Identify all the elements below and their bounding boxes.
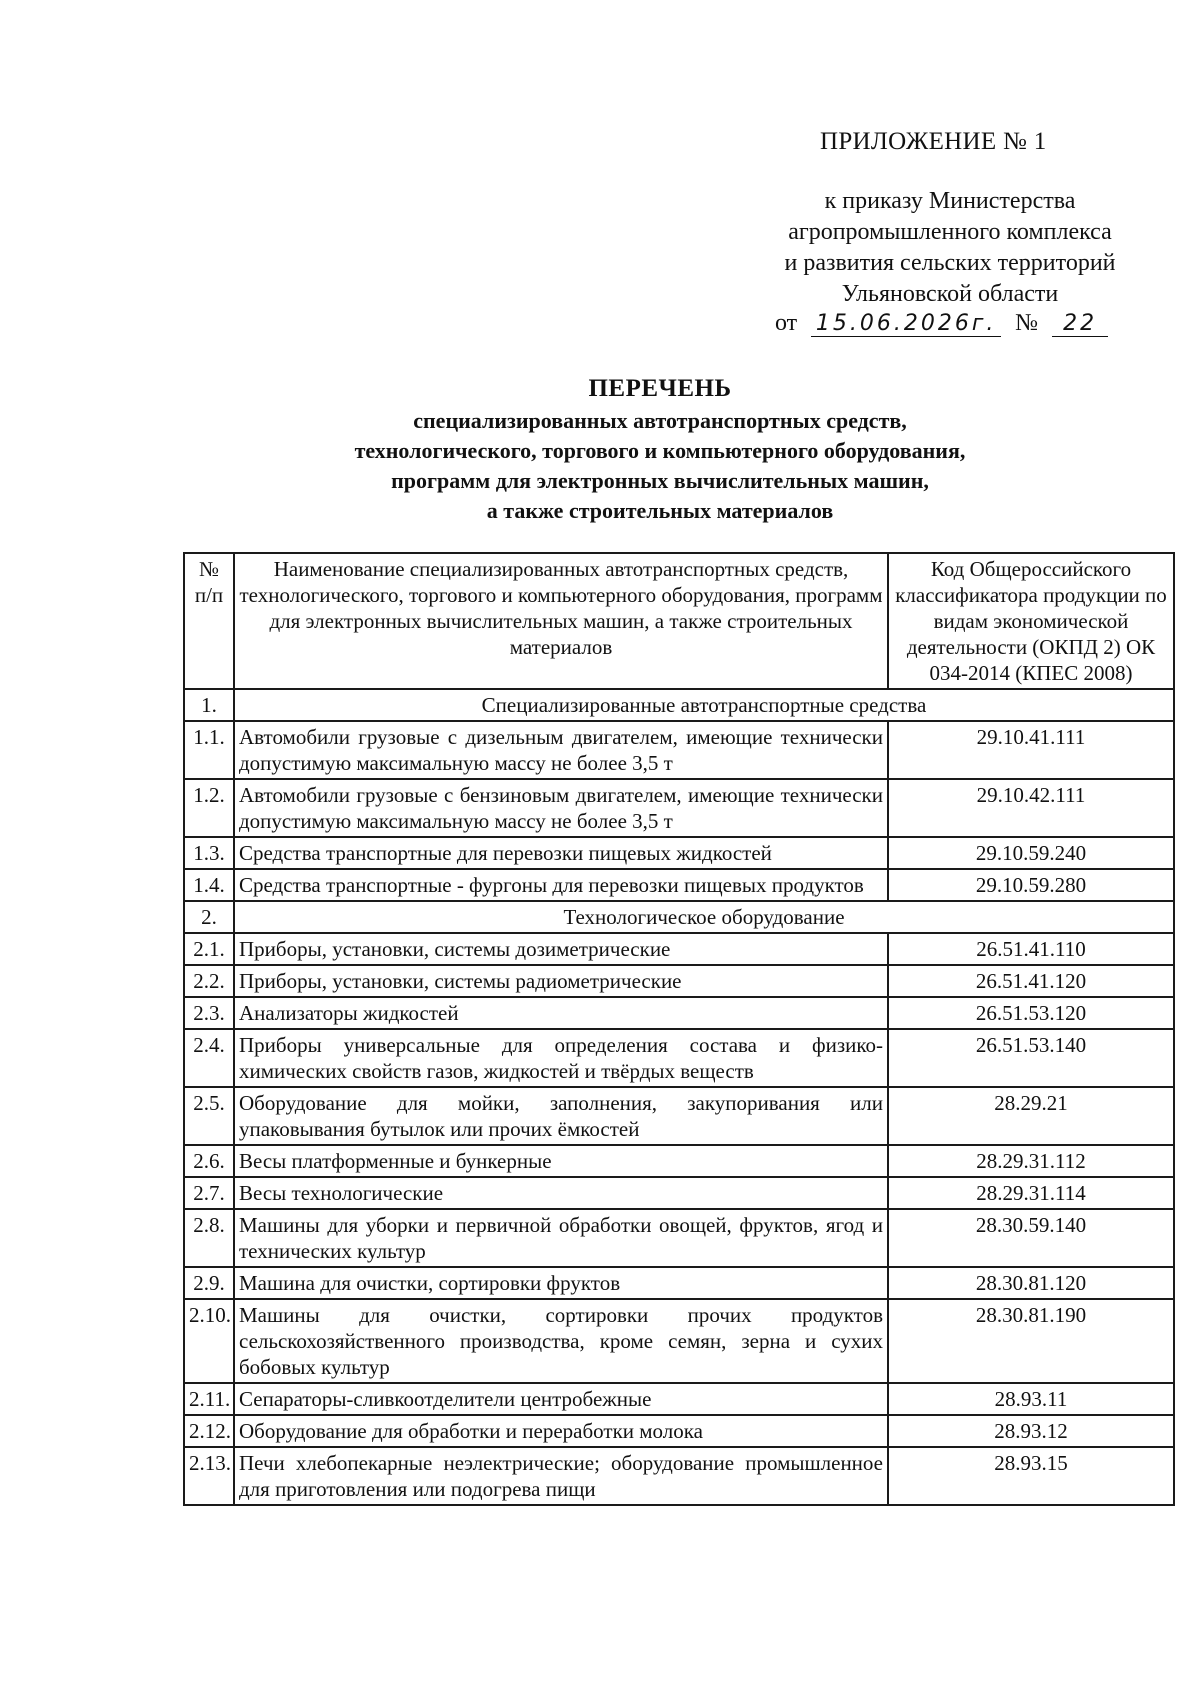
item-name: Автомобили грузовые с бензиновым двигателем, имеющие технически допустимую максимальную массу не более 3,5 т xyxy=(234,779,888,837)
row-number: 2.11. xyxy=(184,1383,234,1415)
table-row xyxy=(184,933,1174,965)
item-name: Приборы, установки, системы дозиметрические xyxy=(234,933,888,965)
date-prefix: от xyxy=(775,310,798,336)
row-number: 2.9. xyxy=(184,1267,234,1299)
row-number: 1.2. xyxy=(184,779,234,837)
okpd-code: 29.10.59.240 xyxy=(888,837,1174,869)
item-name: Анализаторы жидкостей xyxy=(234,997,888,1029)
item-name: Средства транспортные для перевозки пищевых жидкостей xyxy=(234,837,888,869)
table-row xyxy=(184,1087,1174,1145)
item-name: Печи хлебопекарные неэлектрические; оборудование промышленное для приготовления или подогрева пищи xyxy=(234,1447,888,1505)
item-name: Оборудование для обработки и переработки молока xyxy=(234,1415,888,1447)
section-row xyxy=(184,901,1174,933)
title-heading: ПЕРЕЧЕНЬ xyxy=(588,375,732,402)
okpd-code: 26.51.41.120 xyxy=(888,965,1174,997)
okpd-code: 28.93.12 xyxy=(888,1415,1174,1447)
okpd-code: 28.29.31.114 xyxy=(888,1177,1174,1209)
row-number: 2.7. xyxy=(184,1177,234,1209)
subtitle-line: технологического, торгового и компьютерного оборудования, xyxy=(354,438,966,463)
okpd-code: 28.30.81.190 xyxy=(888,1299,1174,1383)
table-row xyxy=(184,1447,1174,1505)
section-row xyxy=(184,689,1174,721)
table-row xyxy=(184,1209,1174,1267)
item-name: Весы технологические xyxy=(234,1177,888,1209)
row-number: 2.6. xyxy=(184,1145,234,1177)
row-number: 2.4. xyxy=(184,1029,234,1087)
table-row xyxy=(184,1029,1174,1087)
table-row xyxy=(184,965,1174,997)
okpd-code: 28.29.31.112 xyxy=(888,1145,1174,1177)
item-name: Оборудование для мойки, заполнения, закупоривания или упаковывания бутылок или прочих ёмкостей xyxy=(234,1087,888,1145)
order-line: Ульяновской области xyxy=(841,281,1059,307)
row-number: 1.1. xyxy=(184,721,234,779)
item-name: Приборы универсальные для определения состава и физико-химических свойств газов, жидкостей и твёрдых веществ xyxy=(234,1029,888,1087)
okpd-code: 28.30.59.140 xyxy=(888,1209,1174,1267)
item-name: Приборы, установки, системы радиометрические xyxy=(234,965,888,997)
item-name: Автомобили грузовые с дизельным двигателем, имеющие технически допустимую максимальную массу не более 3,5 т xyxy=(234,721,888,779)
table-row xyxy=(184,869,1174,901)
item-name: Машина для очистки, сортировки фруктов xyxy=(234,1267,888,1299)
okpd-code: 29.10.59.280 xyxy=(888,869,1174,901)
handwritten-number: 22 xyxy=(1052,312,1108,337)
okpd-code: 28.30.81.120 xyxy=(888,1267,1174,1299)
okpd-code: 29.10.42.111 xyxy=(888,779,1174,837)
order-line: и развития сельских территорий xyxy=(784,250,1116,276)
header-num: № п/п xyxy=(184,553,234,689)
order-line: к приказу Министерства xyxy=(824,188,1076,214)
table-row xyxy=(184,1145,1174,1177)
subtitle-line: специализированных автотранспортных средств, xyxy=(413,408,907,433)
table-row xyxy=(184,779,1174,837)
row-number: 2.3. xyxy=(184,997,234,1029)
item-name: Весы платформенные и бункерные xyxy=(234,1145,888,1177)
okpd-code: 28.93.15 xyxy=(888,1447,1174,1505)
header-code: Код Общероссийского классификатора продукции по видам экономической деятельности (ОКПД 2) ОК 034-2014 (КПЕС 2008) xyxy=(888,553,1174,689)
table-row xyxy=(184,1299,1174,1383)
table-row xyxy=(184,1383,1174,1415)
item-name: Машины для уборки и первичной обработки овощей, фруктов, ягод и технических культур xyxy=(234,1209,888,1267)
number-prefix: № xyxy=(1015,310,1039,336)
row-number: 2.2. xyxy=(184,965,234,997)
row-number: 2. xyxy=(184,901,234,933)
document-title xyxy=(180,372,1140,526)
header-name: Наименование специализированных автотранспортных средств, технологического, торгового и компьютерного оборудования, программ для электронных вычислительных машин, а также строительных материалов xyxy=(234,553,888,689)
table-row xyxy=(184,1415,1174,1447)
okpd-code: 28.29.21 xyxy=(888,1087,1174,1145)
okpd-code: 26.51.53.120 xyxy=(888,997,1174,1029)
appendix-label: ПРИЛОЖЕНИЕ № 1 xyxy=(820,128,1047,155)
row-number: 2.8. xyxy=(184,1209,234,1267)
row-number: 1.4. xyxy=(184,869,234,901)
table-row xyxy=(184,1267,1174,1299)
table-row xyxy=(184,721,1174,779)
okpd-code: 28.93.11 xyxy=(888,1383,1174,1415)
table-header-row xyxy=(184,553,1174,689)
table-body xyxy=(184,689,1174,1505)
item-name: Машины для очистки, сортировки прочих продуктов сельскохозяйственного производства, кроме семян, зерна и сухих бобовых культур xyxy=(234,1299,888,1383)
handwritten-date: 15.06.2026г. xyxy=(811,312,1001,337)
table-row xyxy=(184,1177,1174,1209)
row-number: 1. xyxy=(184,689,234,721)
okpd-code: 29.10.41.111 xyxy=(888,721,1174,779)
item-name: Средства транспортные - фургоны для перевозки пищевых продуктов xyxy=(234,869,888,901)
okpd-code: 26.51.41.110 xyxy=(888,933,1174,965)
order-reference xyxy=(740,186,1160,310)
row-number: 2.10. xyxy=(184,1299,234,1383)
row-number: 2.5. xyxy=(184,1087,234,1145)
equipment-table xyxy=(183,552,1175,1506)
table-row xyxy=(184,997,1174,1029)
subtitle-line: а также строительных материалов xyxy=(486,498,834,523)
row-number: 2.13. xyxy=(184,1447,234,1505)
row-number: 1.3. xyxy=(184,837,234,869)
section-title: Специализированные автотранспортные средства xyxy=(234,689,1174,721)
item-name: Сепараторы-сливкоотделители центробежные xyxy=(234,1383,888,1415)
order-line: агропромышленного комплекса xyxy=(788,219,1112,245)
row-number: 2.1. xyxy=(184,933,234,965)
row-number: 2.12. xyxy=(184,1415,234,1447)
table-row xyxy=(184,837,1174,869)
okpd-code: 26.51.53.140 xyxy=(888,1029,1174,1087)
order-date-line xyxy=(775,310,1108,337)
section-title: Технологическое оборудование xyxy=(234,901,1174,933)
subtitle-line: программ для электронных вычислительных машин, xyxy=(391,468,929,493)
